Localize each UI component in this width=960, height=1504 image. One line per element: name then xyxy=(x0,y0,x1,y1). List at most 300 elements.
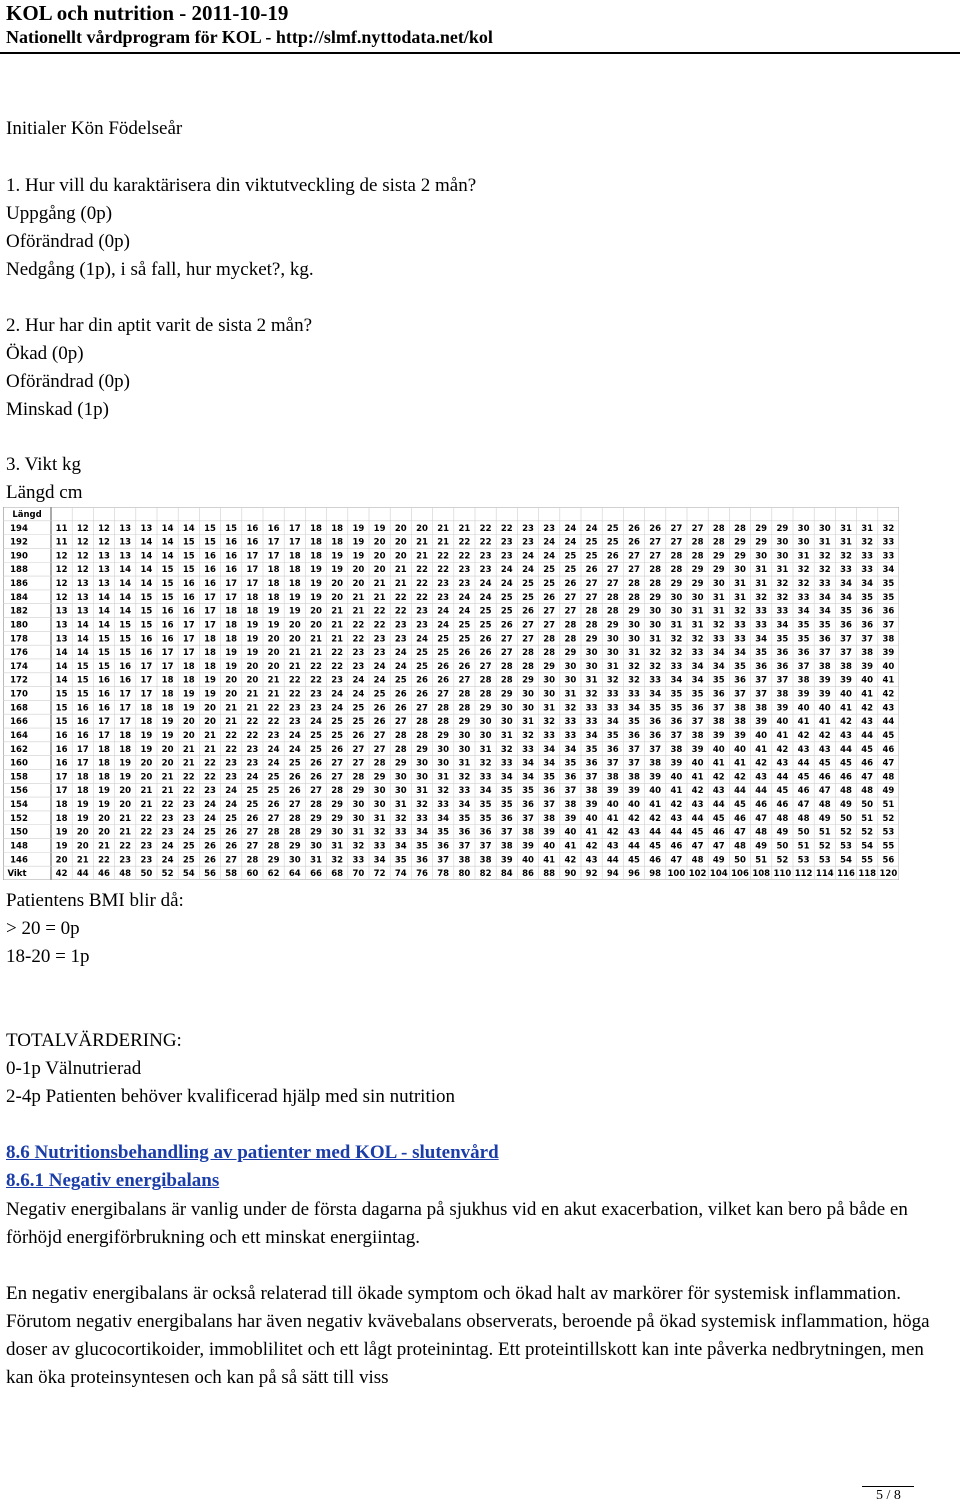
bmi-cell: 35 xyxy=(776,634,789,645)
section-heading-link[interactable]: 8.6 Nutritionsbehandling av patienter med KOL - slutenvård xyxy=(6,1142,499,1163)
height-label: 172 xyxy=(10,675,28,686)
bmi-cell: 50 xyxy=(797,827,810,838)
bmi-cell: 52 xyxy=(882,813,895,824)
bmi-cell: 41 xyxy=(755,744,768,755)
bmi-cell: 17 xyxy=(119,717,132,728)
bmi-cell: 31 xyxy=(458,758,471,769)
weight-label: 60 xyxy=(246,869,259,880)
bmi-cell: 30 xyxy=(394,772,407,783)
bmi-cell: 27 xyxy=(225,855,238,866)
bmi-cell: 16 xyxy=(246,537,259,548)
bmi-cell: 20 xyxy=(373,551,386,562)
bmi-cell: 50 xyxy=(840,813,852,824)
bmi-cell: 44 xyxy=(755,786,768,797)
bmi-cell: 26 xyxy=(394,689,407,700)
bmi-cell: 32 xyxy=(628,675,640,686)
bmi-cell: 38 xyxy=(776,689,789,700)
bmi-cell: 17 xyxy=(246,551,259,562)
bmi-cell: 28 xyxy=(712,523,725,534)
bmi-cell: 29 xyxy=(331,800,344,811)
bmi-cell: 34 xyxy=(394,841,407,852)
bmi-cell: 21 xyxy=(267,675,280,686)
bmi-cell: 32 xyxy=(818,551,831,562)
bmi-cell: 20 xyxy=(246,675,259,686)
bmi-cell: 21 xyxy=(288,648,301,659)
bmi-cell: 32 xyxy=(606,675,619,686)
bmi-cell: 14 xyxy=(119,606,132,617)
bmi-cell: 18 xyxy=(267,565,280,576)
bmi-cell: 33 xyxy=(522,744,534,755)
weight-label: 84 xyxy=(500,869,513,880)
bmi-cell: 16 xyxy=(119,661,132,672)
subsection-heading-link[interactable]: 8.6.1 Negativ energibalans xyxy=(6,1170,220,1191)
bmi-cell: 27 xyxy=(628,565,640,576)
bmi-cell: 23 xyxy=(246,758,259,769)
bmi-cell: 28 xyxy=(606,592,619,603)
bmi-cell: 30 xyxy=(479,717,492,728)
bmi-cell: 22 xyxy=(437,565,450,576)
bmi-cell: 44 xyxy=(861,730,874,741)
bmi-cell: 19 xyxy=(225,661,238,672)
bmi-cell: 27 xyxy=(437,689,450,700)
bmi-cell: 35 xyxy=(585,744,598,755)
bmi-cell: 42 xyxy=(606,827,619,838)
bmi-cell: 20 xyxy=(161,758,174,769)
bmi-cell: 24 xyxy=(352,675,365,686)
bmi-cell: 30 xyxy=(437,744,450,755)
bmi-cell: 38 xyxy=(712,717,725,728)
bmi-cell: 14 xyxy=(119,579,132,590)
bmi-cell: 17 xyxy=(55,772,68,783)
bmi-cell: 35 xyxy=(649,703,662,714)
bmi-cell: 28 xyxy=(585,620,598,631)
bmi-cell: 22 xyxy=(246,717,259,728)
bmi-cell: 30 xyxy=(352,813,365,824)
bmi-cell: 21 xyxy=(288,661,301,672)
bmi-cell: 24 xyxy=(564,523,577,534)
weight-label: 112 xyxy=(794,869,813,880)
bmi-cell: 18 xyxy=(225,634,238,645)
bmi-cell: 29 xyxy=(691,565,704,576)
bmi-cell: 41 xyxy=(712,758,725,769)
bmi-cell: 22 xyxy=(458,551,471,562)
bmi-cell: 38 xyxy=(840,661,852,672)
bmi-cell: 37 xyxy=(861,634,874,645)
bmi-cell: 28 xyxy=(267,827,280,838)
bmi-cell: 19 xyxy=(98,786,110,797)
bmi-cell: 20 xyxy=(98,827,110,838)
weight-label: 42 xyxy=(55,869,68,880)
bmi-cell: 23 xyxy=(204,786,216,797)
bmi-cell: 41 xyxy=(797,717,810,728)
bmi-cell: 13 xyxy=(76,606,89,617)
bmi-cell: 41 xyxy=(564,841,577,852)
bmi-cell: 34 xyxy=(585,730,598,741)
bmi-cell: 26 xyxy=(479,648,492,659)
bmi-cell: 15 xyxy=(76,661,89,672)
bmi-cell: 19 xyxy=(310,579,322,590)
bmi-cell: 42 xyxy=(564,855,577,866)
bmi-cell: 29 xyxy=(712,551,725,562)
bmi-cell: 18 xyxy=(204,648,216,659)
bmi-cell: 34 xyxy=(670,675,683,686)
bmi-cell: 21 xyxy=(119,827,132,838)
bmi-cell: 28 xyxy=(246,855,259,866)
question-3: 3. Vikt kg xyxy=(6,454,82,475)
bmi-cell: 29 xyxy=(394,758,407,769)
bmi-cell: 41 xyxy=(585,827,598,838)
bmi-cell: 41 xyxy=(543,855,556,866)
bmi-cell: 16 xyxy=(246,523,259,534)
bmi-cell: 15 xyxy=(204,537,216,548)
bmi-cell: 36 xyxy=(585,758,598,769)
bmi-cell: 33 xyxy=(861,551,874,562)
bmi-cell: 47 xyxy=(734,827,746,838)
bmi-cell: 36 xyxy=(416,855,428,866)
weight-label: 98 xyxy=(649,869,662,880)
bmi-cell: 43 xyxy=(606,841,619,852)
weight-label: 108 xyxy=(752,869,771,880)
bmi-cell: 30 xyxy=(331,827,344,838)
bmi-cell: 20 xyxy=(288,634,301,645)
bmi-cell: 40 xyxy=(840,689,852,700)
bmi-cell: 48 xyxy=(840,786,852,797)
bmi-cell: 20 xyxy=(352,579,365,590)
bmi-cell: 15 xyxy=(140,606,153,617)
bmi-cell: 28 xyxy=(564,620,577,631)
bmi-cell: 37 xyxy=(606,758,619,769)
bmi-cell: 40 xyxy=(712,744,725,755)
bmi-cell: 18 xyxy=(331,537,344,548)
bmi-cell: 35 xyxy=(861,592,874,603)
bmi-cell: 14 xyxy=(55,675,68,686)
bmi-cell: 24 xyxy=(479,592,492,603)
bmi-cell: 37 xyxy=(840,634,852,645)
bmi-cell: 22 xyxy=(416,592,428,603)
bmi-cell: 36 xyxy=(776,661,789,672)
bmi-cell: 16 xyxy=(182,579,195,590)
bmi-cell: 45 xyxy=(776,786,789,797)
bmi-cell: 17 xyxy=(140,661,153,672)
bmi-cell: 33 xyxy=(585,717,598,728)
bmi-cell: 20 xyxy=(98,813,110,824)
bmi-cell: 33 xyxy=(882,537,895,548)
bmi-cell: 30 xyxy=(776,551,789,562)
bmi-cell: 30 xyxy=(437,758,450,769)
bmi-cell: 34 xyxy=(818,606,831,617)
bmi-cell: 23 xyxy=(310,703,322,714)
bmi-cell: 26 xyxy=(458,648,471,659)
bmi-cell: 21 xyxy=(161,786,174,797)
bmi-cell: 24 xyxy=(585,523,598,534)
bmi-cell: 20 xyxy=(76,827,89,838)
bmi-cell: 30 xyxy=(352,800,365,811)
bmi-cell: 32 xyxy=(797,565,810,576)
bmi-cell: 30 xyxy=(522,689,534,700)
bmi-cell: 44 xyxy=(691,813,704,824)
bmi-cell: 21 xyxy=(225,703,238,714)
bmi-cell: 43 xyxy=(882,703,895,714)
bmi-cell: 25 xyxy=(458,634,471,645)
bmi-cell: 37 xyxy=(691,717,704,728)
bmi-cell: 24 xyxy=(522,551,534,562)
bmi-cell: 21 xyxy=(416,537,428,548)
bmi-cell: 16 xyxy=(76,717,89,728)
footer-divider xyxy=(862,1486,914,1487)
bmi-cell: 25 xyxy=(606,523,619,534)
bmi-cell: 32 xyxy=(649,648,662,659)
bmi-cell: 27 xyxy=(246,841,259,852)
bmi-cell: 16 xyxy=(76,703,89,714)
bmi-cell: 18 xyxy=(76,772,89,783)
bmi-cell: 20 xyxy=(140,758,153,769)
bmi-cell: 25 xyxy=(479,620,492,631)
bmi-cell: 25 xyxy=(246,800,259,811)
bmi-cell: 22 xyxy=(352,634,365,645)
bmi-cell: 17 xyxy=(267,537,280,548)
bmi-cell: 34 xyxy=(882,565,895,576)
bmi-cell: 43 xyxy=(818,744,831,755)
bmi-cell: 20 xyxy=(394,551,407,562)
bmi-cell: 28 xyxy=(543,634,556,645)
bmi-cell: 19 xyxy=(246,648,259,659)
bmi-cell: 22 xyxy=(267,717,280,728)
bmi-cell: 20 xyxy=(140,772,153,783)
bmi-cell: 37 xyxy=(840,648,852,659)
bmi-cell: 25 xyxy=(416,648,428,659)
bmi-cell: 29 xyxy=(755,537,768,548)
bmi-cell: 19 xyxy=(331,551,344,562)
q1-option: Oförändrad (0p) xyxy=(6,231,130,252)
bmi-cell: 22 xyxy=(500,523,513,534)
bmi-cell: 37 xyxy=(522,813,534,824)
bmi-cell: 36 xyxy=(776,648,789,659)
bmi-cell: 25 xyxy=(246,786,259,797)
bmi-cell: 24 xyxy=(204,800,216,811)
bmi-cell: 39 xyxy=(628,786,640,797)
bmi-cell: 17 xyxy=(246,565,259,576)
bmi-cell: 30 xyxy=(522,703,534,714)
bmi-cell: 23 xyxy=(161,827,174,838)
bmi-cell: 39 xyxy=(734,730,746,741)
bmi-cell: 24 xyxy=(225,786,238,797)
bmi-cell: 20 xyxy=(331,579,344,590)
bmi-cell: 15 xyxy=(182,565,195,576)
bmi-cell: 46 xyxy=(670,841,683,852)
bmi-cell: 22 xyxy=(119,841,132,852)
bmi-cell: 25 xyxy=(352,703,365,714)
bmi-cell: 32 xyxy=(649,661,662,672)
bmi-cell: 20 xyxy=(55,855,68,866)
bmi-cell: 14 xyxy=(161,551,174,562)
bmi-cell: 26 xyxy=(564,579,577,590)
bmi-cell: 18 xyxy=(55,813,68,824)
bmi-cell: 39 xyxy=(691,744,704,755)
bmi-cell: 30 xyxy=(797,523,810,534)
bmi-cell: 38 xyxy=(606,772,619,783)
bmi-cell: 25 xyxy=(352,717,365,728)
bmi-cell: 20 xyxy=(204,717,216,728)
bmi-cell: 39 xyxy=(522,841,534,852)
bmi-cell: 40 xyxy=(818,703,831,714)
bmi-cell: 11 xyxy=(55,537,68,548)
bmi-cell: 15 xyxy=(161,565,174,576)
bmi-cell: 36 xyxy=(670,717,683,728)
bmi-cell: 33 xyxy=(882,551,895,562)
bmi-cell: 23 xyxy=(522,523,534,534)
bmi-cell: 26 xyxy=(437,661,450,672)
bmi-cell: 13 xyxy=(119,523,132,534)
bmi-cell: 27 xyxy=(522,620,534,631)
bmi-cell: 28 xyxy=(373,758,386,769)
bmi-cell: 22 xyxy=(98,855,110,866)
height-label: 186 xyxy=(10,579,28,590)
weight-label: 90 xyxy=(564,869,577,880)
bmi-cell: 23 xyxy=(479,565,492,576)
height-label: 164 xyxy=(10,730,28,741)
bmi-cell: 16 xyxy=(140,634,153,645)
bmi-cell: 29 xyxy=(712,565,725,576)
bmi-cell: 13 xyxy=(140,523,153,534)
bmi-cell: 36 xyxy=(861,606,874,617)
bmi-cell: 25 xyxy=(437,648,450,659)
bmi-cell: 19 xyxy=(267,606,280,617)
bmi-cell: 12 xyxy=(76,565,89,576)
bmi-cell: 28 xyxy=(585,606,598,617)
weight-label: 54 xyxy=(182,869,195,880)
bmi-cell: 43 xyxy=(628,827,640,838)
bmi-cell: 19 xyxy=(204,689,216,700)
bmi-cell: 20 xyxy=(331,592,344,603)
bmi-cell: 26 xyxy=(416,689,428,700)
bmi-cell: 26 xyxy=(373,703,386,714)
bmi-cell: 32 xyxy=(543,717,556,728)
bmi-cell: 31 xyxy=(373,813,386,824)
bmi-cell: 19 xyxy=(246,620,259,631)
bmi-cell: 12 xyxy=(55,592,68,603)
bmi-cell: 20 xyxy=(182,717,195,728)
bmi-cell: 35 xyxy=(394,855,407,866)
height-label: 176 xyxy=(10,648,28,659)
bmi-cell: 30 xyxy=(712,579,725,590)
bmi-cell: 33 xyxy=(755,606,768,617)
bmi-cell: 14 xyxy=(55,648,68,659)
bmi-cell: 28 xyxy=(606,606,619,617)
bmi-cell: 28 xyxy=(649,565,662,576)
bmi-cell: 23 xyxy=(225,758,238,769)
bmi-cell: 19 xyxy=(246,634,259,645)
bmi-cell: 34 xyxy=(628,703,640,714)
bmi-cell: 52 xyxy=(776,855,789,866)
bmi-cell: 35 xyxy=(818,620,831,631)
bmi-cell: 13 xyxy=(119,551,132,562)
bmi-cell: 42 xyxy=(691,786,704,797)
bmi-cell: 22 xyxy=(204,772,216,783)
bmi-cell: 53 xyxy=(840,841,852,852)
bmi-cell: 21 xyxy=(161,772,174,783)
weight-label: 82 xyxy=(479,869,492,880)
total-line: 2-4p Patienten behöver kvalificerad hjälp med sin nutrition xyxy=(6,1086,456,1107)
bmi-cell: 33 xyxy=(373,841,386,852)
bmi-cell: 29 xyxy=(331,813,344,824)
bmi-cell: 24 xyxy=(373,661,386,672)
bmi-cell: 15 xyxy=(55,689,68,700)
bmi-cell: 30 xyxy=(628,620,640,631)
bmi-cell: 20 xyxy=(225,689,238,700)
bmi-cell: 39 xyxy=(712,730,725,741)
height-label: 184 xyxy=(10,592,28,603)
bmi-cell: 28 xyxy=(500,661,513,672)
bmi-cell: 30 xyxy=(500,717,513,728)
bmi-cell: 26 xyxy=(225,841,238,852)
bmi-cell: 26 xyxy=(437,675,450,686)
bmi-cell: 34 xyxy=(712,648,725,659)
bmi-cell: 22 xyxy=(288,689,301,700)
bmi-cell: 23 xyxy=(416,606,428,617)
bmi-cell: 27 xyxy=(416,703,428,714)
bmi-cell: 25 xyxy=(458,620,471,631)
bmi-cell: 18 xyxy=(288,579,301,590)
bmi-cell: 18 xyxy=(140,717,153,728)
bmi-cell: 18 xyxy=(140,703,153,714)
bmi-cell: 23 xyxy=(288,703,301,714)
bmi-cell: 52 xyxy=(818,841,831,852)
bmi-cell: 24 xyxy=(458,592,471,603)
bmi-cell: 25 xyxy=(225,813,238,824)
bmi-cell: 30 xyxy=(606,648,619,659)
bmi-cell: 21 xyxy=(437,537,450,548)
bmi-cell: 36 xyxy=(649,717,662,728)
bmi-cell: 53 xyxy=(818,855,831,866)
header-divider xyxy=(0,52,960,54)
bmi-cell: 20 xyxy=(76,841,89,852)
bmi-table-graphic xyxy=(3,507,899,880)
bmi-cell: 28 xyxy=(310,800,322,811)
bmi-cell: 32 xyxy=(670,648,683,659)
bmi-cell: 35 xyxy=(755,648,768,659)
bmi-cell: 17 xyxy=(98,717,110,728)
bmi-cell: 18 xyxy=(225,606,238,617)
bmi-cell: 24 xyxy=(394,648,407,659)
bmi-cell: 19 xyxy=(331,565,344,576)
bmi-cell: 34 xyxy=(437,813,450,824)
bmi-cell: 35 xyxy=(628,717,640,728)
bmi-cell: 23 xyxy=(352,661,365,672)
bmi-cell: 17 xyxy=(267,551,280,562)
q2-option: Ökad (0p) xyxy=(6,343,84,364)
bmi-cell: 28 xyxy=(437,717,450,728)
bmi-cell: 28 xyxy=(543,648,556,659)
height-label: 190 xyxy=(10,551,28,562)
bmi-cell: 33 xyxy=(840,565,852,576)
bmi-cell: 51 xyxy=(882,800,895,811)
bmi-cell: 31 xyxy=(670,620,683,631)
bmi-cell: 30 xyxy=(310,841,322,852)
bmi-cell: 20 xyxy=(246,661,259,672)
bmi-cell: 28 xyxy=(437,703,450,714)
bmi-cell: 20 xyxy=(352,565,365,576)
bmi-cell: 32 xyxy=(331,855,344,866)
bmi-cell: 38 xyxy=(543,813,556,824)
bmi-cell: 15 xyxy=(119,648,132,659)
bmi-cell: 33 xyxy=(818,579,831,590)
bmi-cell: 18 xyxy=(204,634,216,645)
bmi-cell: 36 xyxy=(734,675,746,686)
bmi-cell: 22 xyxy=(140,813,153,824)
weight-label: 80 xyxy=(458,869,471,880)
bmi-cell: 40 xyxy=(861,675,874,686)
bmi-cell: 48 xyxy=(734,841,746,852)
